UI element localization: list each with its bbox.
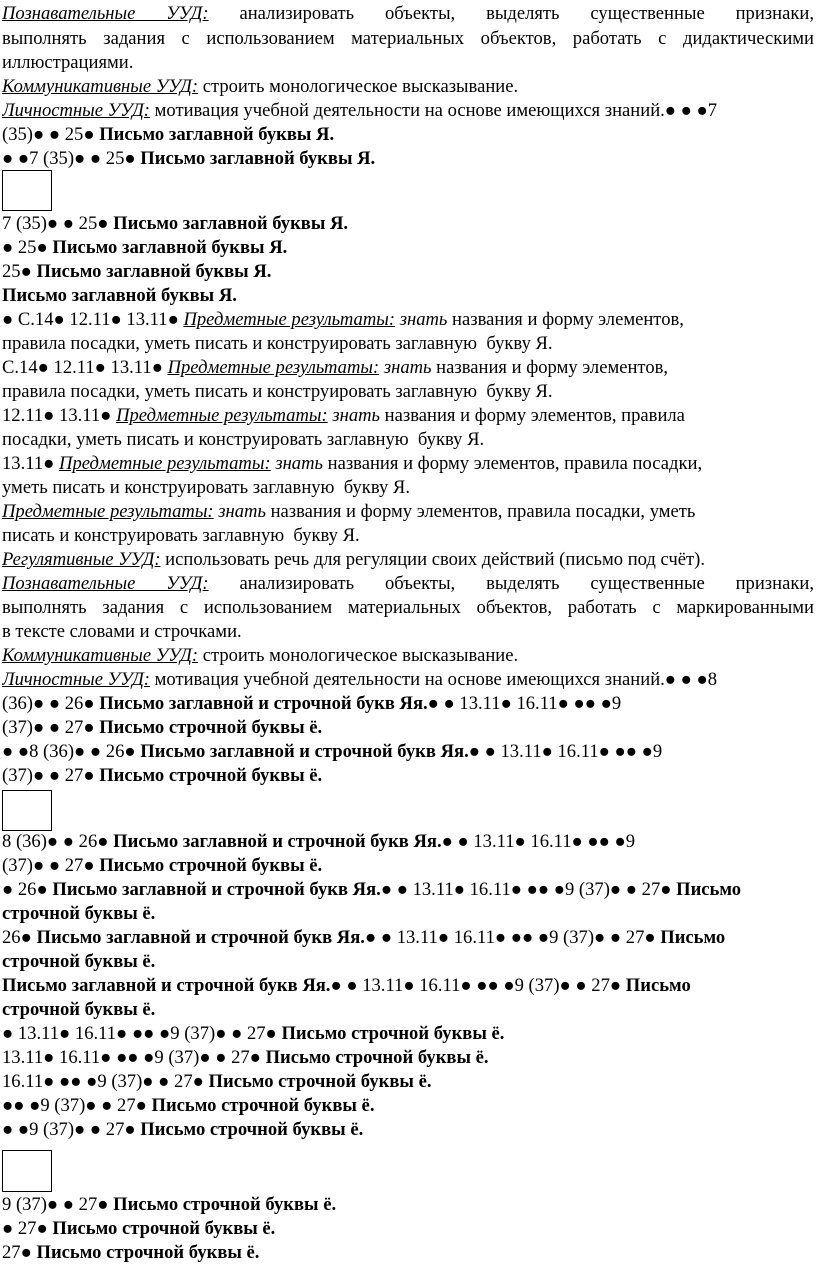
text-line — [2, 476, 814, 500]
text-run: знать — [332, 405, 381, 426]
text-run: строить монологическое высказывание. — [198, 645, 519, 666]
text-run: (37)● ● 27● — [2, 717, 100, 738]
lesson-title: Письмо заглавной и строчной букв Яя. — [2, 975, 331, 996]
text-run: ● ●9 (37)● ● 27● — [13, 1095, 152, 1116]
text-line — [2, 764, 814, 788]
lesson-title: Письмо заглавной и строчной букв Яя. — [140, 741, 469, 762]
lesson-title: Письмо строчной буквы ё. — [99, 765, 323, 786]
text-run: ● ●9 (37)● ● 27● — [537, 879, 677, 900]
text-line — [2, 308, 814, 332]
lesson-title: Письмо — [660, 927, 726, 948]
text-line — [2, 926, 814, 950]
text-run: 9 (37)● ● 27● — [2, 1194, 114, 1215]
text-run: ● — [59, 1071, 71, 1092]
text-run: ● 25● — [2, 237, 53, 258]
text-run: анализировать объекты, выделять существенные признаки, — [208, 573, 814, 594]
text-run: ● — [116, 1047, 128, 1068]
text-run: ● — [573, 693, 585, 714]
section-label: Предметные результаты: — [59, 453, 271, 474]
text-line — [2, 740, 814, 764]
lesson-title: Письмо заглавной и строчной букв Яя. — [36, 927, 365, 948]
text-run: ● ●9 (37)● ● 27● — [127, 1047, 266, 1068]
lesson-title: Письмо заглавной и строчной букв Яя. — [52, 879, 381, 900]
text-run: (37)● ● 27● — [2, 765, 100, 786]
text-run: выполнять задания с использованием материальных объектов, работать с дидактическими — [2, 28, 814, 49]
text-run: 25● — [2, 261, 37, 282]
text-line — [2, 147, 814, 171]
section-label: Предметные результаты: — [116, 405, 328, 426]
text-run: ● — [131, 1023, 144, 1044]
text-run: ● ● 13.11● 16.11● — [364, 927, 511, 948]
text-run: 12.11● 13.11● — [2, 405, 117, 426]
text-run: ● ● 13.11● 16.11● — [427, 693, 574, 714]
text-run: 26● — [2, 927, 37, 948]
lesson-title: строчной буквы ё. — [2, 903, 156, 924]
text-line — [2, 380, 814, 404]
text-line — [2, 620, 814, 644]
text-line — [2, 830, 814, 854]
lesson-title: Письмо строчной буквы ё. — [99, 717, 323, 738]
text-line — [2, 692, 814, 716]
text-run: ● ● 13.11● 16.11● — [380, 879, 527, 900]
text-line — [2, 1118, 814, 1142]
text-run: ● ●9 — [584, 693, 622, 714]
lesson-title: строчной буквы ё. — [2, 951, 156, 972]
lesson-title: Письмо строчной буквы ё. — [99, 855, 323, 876]
text-line — [2, 854, 814, 878]
text-run: ● ●9 (37)● ● 27● — [2, 1119, 141, 1140]
text-line — [2, 902, 814, 926]
lesson-title: Письмо строчной буквы ё. — [36, 1242, 260, 1263]
text-run: ● ●9 (37)● ● 27● — [521, 927, 661, 948]
text-run: 16.11● — [2, 1071, 60, 1092]
text-run: ● 26● — [2, 879, 53, 900]
text-line — [2, 212, 814, 236]
text-run: знать — [383, 357, 432, 378]
section-label: Регулятивные УУД: — [2, 549, 161, 570]
text-run: (36)● ● 26● — [2, 693, 100, 714]
text-line — [2, 548, 814, 572]
text-run: правила посадки, уметь писать и конструировать заглавную букву Я. — [2, 333, 553, 354]
text-run: выполнять задания с использованием материальных объектов, работать с маркированными — [2, 597, 814, 618]
text-run: ● ● 13.11● 16.11● — [330, 975, 477, 996]
text-run: 13.11● — [2, 453, 60, 474]
text-run: ● — [2, 1095, 14, 1116]
text-line — [2, 1217, 814, 1241]
lesson-title: Письмо заглавной буквы Я. — [52, 237, 288, 258]
text-line — [2, 1193, 814, 1217]
lesson-title: Письмо заглавной буквы Я. — [113, 213, 349, 234]
text-run: ● — [614, 741, 626, 762]
text-run: мотивация учебной деятельности на основе имеющихся знаний.● ● ●7 — [149, 100, 718, 121]
text-line — [2, 974, 814, 998]
text-run: ● ●9 (37)● ● 27● — [70, 1071, 209, 1092]
text-run: в тексте словами и строчками. — [2, 621, 242, 642]
lesson-title: Письмо строчной буквы ё. — [265, 1047, 489, 1068]
lesson-title: Письмо строчной буквы ё. — [208, 1071, 432, 1092]
text-run: 8 (36)● ● 26● — [2, 831, 114, 852]
text-line — [2, 404, 814, 428]
text-line — [2, 75, 814, 99]
lesson-title: Письмо строчной буквы ё. — [281, 1023, 505, 1044]
text-run: ● 13.11● 16.11● — [2, 1023, 132, 1044]
text-line — [2, 1046, 814, 1070]
text-line — [2, 452, 814, 476]
lesson-title: Письмо — [625, 975, 691, 996]
text-run: ● ● 13.11● 16.11● — [468, 741, 615, 762]
text-run: строить монологическое высказывание. — [198, 76, 519, 97]
text-line — [2, 332, 814, 356]
lesson-title: Письмо — [676, 879, 742, 900]
text-line — [2, 950, 814, 974]
text-run: посадки, уметь писать и конструировать заглавную букву Я. — [2, 429, 485, 450]
text-run: использовать речь для регуляции своих действий (письмо под счёт). — [160, 549, 705, 570]
text-line — [2, 668, 814, 692]
text-line — [2, 1070, 814, 1094]
text-line — [2, 716, 814, 740]
section-label: Познавательные УУД: — [2, 573, 209, 594]
text-run: ● С.14● 12.11● 13.11● — [2, 309, 184, 330]
text-run: (35)● ● 25● — [2, 124, 100, 145]
lesson-title: Письмо строчной буквы ё. — [140, 1119, 364, 1140]
text-run: ● ●8 (36)● ● 26● — [2, 741, 141, 762]
text-line — [2, 284, 814, 308]
lesson-title: Письмо строчной буквы ё. — [113, 1194, 337, 1215]
section-label: Предметные результаты: — [2, 501, 214, 522]
text-run: знать — [218, 501, 266, 522]
text-run: мотивация учебной деятельности на основе имеющихся знаний.● ● ●8 — [149, 669, 718, 690]
text-run: названия и форму элементов, правила посадки, уметь — [265, 501, 696, 522]
text-run: ● ●9 — [598, 831, 636, 852]
text-run: 27● — [2, 1242, 37, 1263]
text-run: 7 (35)● ● 25● — [2, 213, 114, 234]
text-line — [2, 998, 814, 1022]
text-line — [2, 1094, 814, 1118]
section-label: Предметные результаты: — [167, 357, 380, 378]
text-run: ● — [587, 831, 599, 852]
text-run: ● ●9 (37)● ● 27● — [143, 1023, 282, 1044]
empty-table-cell — [2, 170, 52, 211]
text-run: ● ●9 — [625, 741, 663, 762]
text-line — [2, 572, 814, 596]
text-line — [2, 596, 814, 620]
text-run: правила посадки, уметь писать и конструировать заглавную букву Я. — [2, 381, 553, 402]
empty-table-cell — [2, 1150, 52, 1192]
lesson-title: Письмо заглавной и строчной букв Яя. — [113, 831, 442, 852]
text-run: знать — [275, 453, 323, 474]
text-line — [2, 236, 814, 260]
text-line — [2, 356, 814, 380]
text-line — [2, 2, 814, 26]
text-line — [2, 27, 814, 51]
lesson-title: Письмо заглавной буквы Я. — [99, 124, 335, 145]
text-line — [2, 123, 814, 147]
text-run: ● ●7 (35)● ● 25● — [2, 148, 141, 169]
text-run: ● ●9 (37)● ● 27● — [487, 975, 626, 996]
lesson-title: строчной буквы ё. — [2, 999, 156, 1020]
text-run: знать — [399, 309, 448, 330]
text-line — [2, 1022, 814, 1046]
section-label: Личностные УУД: — [2, 100, 150, 121]
text-run: 13.11● 16.11● — [2, 1047, 117, 1068]
text-run: (37)● ● 27● — [2, 855, 100, 876]
section-label: Коммуникативные УУД: — [2, 645, 199, 666]
text-line — [2, 51, 814, 75]
text-run: названия и форму элементов, — [447, 309, 684, 330]
text-run: анализировать объекты, выделять существенные признаки, — [208, 3, 814, 24]
text-run: иллюстрациями. — [2, 52, 134, 73]
text-run: названия и форму элементов, — [431, 357, 669, 378]
text-line — [2, 878, 814, 902]
text-run: писать и конструировать заглавную букву Я. — [2, 525, 360, 546]
text-line — [2, 99, 814, 123]
text-run: уметь писать и конструировать заглавную букву Я. — [2, 477, 410, 498]
section-label: Предметные результаты: — [183, 309, 396, 330]
text-run: названия и форму элементов, правила посадки, — [322, 453, 703, 474]
text-run: названия и форму элементов, правила — [380, 405, 685, 426]
section-label: Личностные УУД: — [2, 669, 150, 690]
text-run: ● 27● — [2, 1218, 53, 1239]
text-run: ● — [510, 927, 522, 948]
lesson-title: Письмо заглавной буквы Я. — [140, 148, 376, 169]
text-line — [2, 644, 814, 668]
section-label: Коммуникативные УУД: — [2, 76, 199, 97]
text-run: ● — [526, 879, 538, 900]
lesson-title: Письмо строчной буквы ё. — [151, 1095, 375, 1116]
lesson-title: Письмо заглавной и строчной букв Яя. — [99, 693, 428, 714]
text-line — [2, 1241, 814, 1265]
empty-table-cell — [2, 790, 52, 831]
text-run: ● ● 13.11● 16.11● — [441, 831, 588, 852]
section-label: Познавательные УУД: — [2, 3, 209, 24]
text-line — [2, 428, 814, 452]
text-run: ● — [476, 975, 488, 996]
text-line — [2, 500, 814, 524]
text-line — [2, 524, 814, 548]
lesson-title: Письмо строчной буквы ё. — [52, 1218, 276, 1239]
lesson-title: Письмо заглавной буквы Я. — [2, 285, 237, 306]
text-run: С.14● 12.11● 13.11● — [2, 357, 168, 378]
text-line — [2, 260, 814, 284]
lesson-title: Письмо заглавной буквы Я. — [36, 261, 272, 282]
